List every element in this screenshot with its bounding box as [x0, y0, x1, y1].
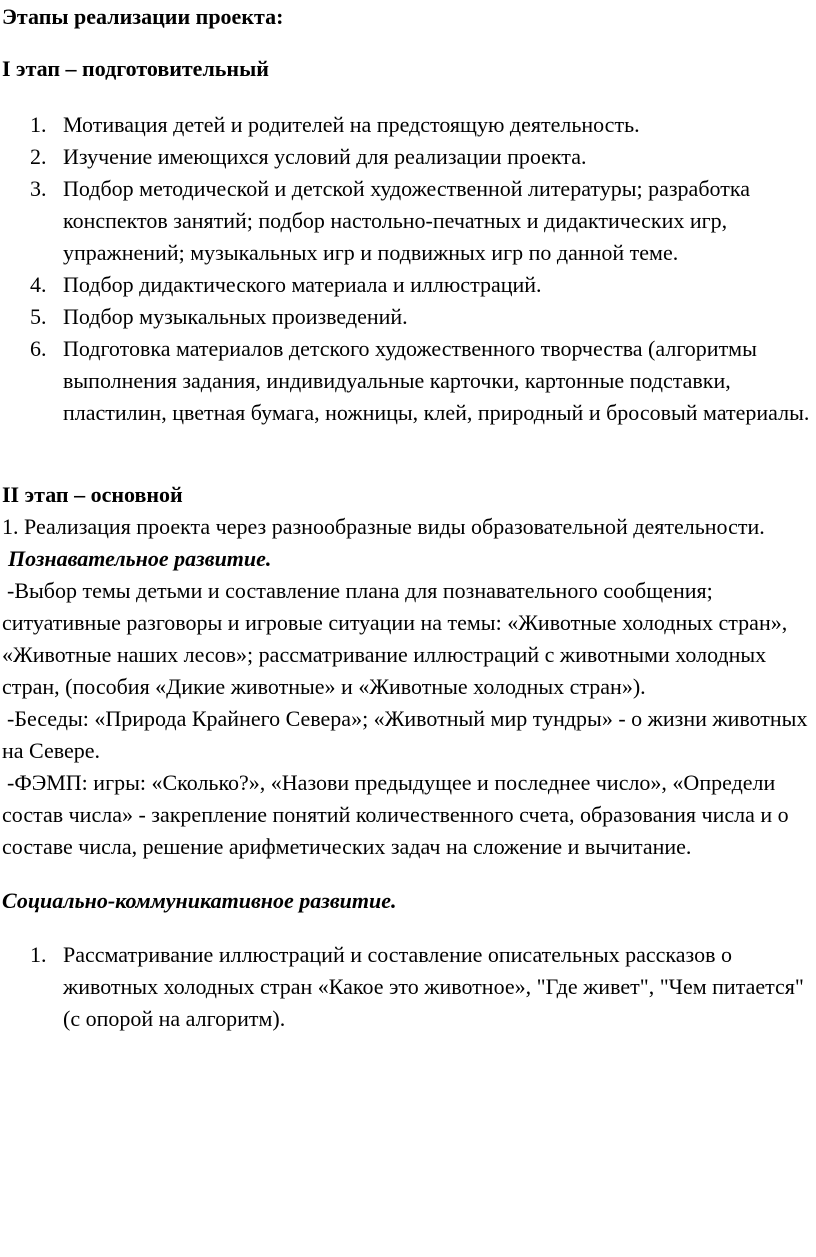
list-item-text: Рассматривание иллюстраций и составление описательных рассказов о животных холодных стран «Какое это животное», "Где живет", "Чем питается" (с опорой на алгоритм).: [63, 942, 804, 1031]
list-item-text: Мотивация детей и родителей на предстоящую деятельность.: [63, 112, 640, 137]
stage1-list: [2, 109, 816, 429]
paragraph-text: -Выбор темы детьми и составление плана для познавательного сообщения; ситуативные разговоры и игровые ситуации на темы: «Животные холодных стран», «Животные наших лесов»; рассматривание иллюстраций с животными холодных стран, (пособия «Дикие животные» и «Животные холодных стран»).: [2, 578, 788, 699]
list-item: [30, 269, 816, 301]
list-item: [30, 109, 816, 141]
list-item: [30, 173, 816, 269]
list-item-text: Подбор дидактического материала и иллюстраций.: [63, 272, 542, 297]
list-item: [30, 333, 816, 429]
list-number: 1.: [30, 112, 47, 137]
cognitive-paragraph: [2, 767, 816, 863]
list-item: [30, 141, 816, 173]
document-title: Этапы реализации проекта:: [2, 4, 284, 29]
list-number: 4.: [30, 272, 47, 297]
paragraph-text: -Беседы: «Природа Крайнего Севера»; «Животный мир тундры» - о жизни животных на Севере.: [2, 706, 808, 763]
list-item: [30, 301, 816, 333]
list-number: 1.: [30, 942, 47, 967]
list-item-text: Подбор методической и детской художественной литературы; разработка конспектов занятий; подбор настольно-печатных и дидактических игр, упражнений; музыкальных игр и подвижных игр по данной теме.: [63, 176, 750, 265]
list-item-text: Изучение имеющихся условий для реализации проекта.: [63, 144, 587, 169]
stage2-intro: 1. Реализация проекта через разнообразные виды образовательной деятельности.: [2, 514, 765, 539]
list-number: 5.: [30, 304, 47, 329]
stage2-heading: II этап – основной: [2, 482, 183, 507]
social-list: [2, 939, 816, 1035]
social-heading: Социально-коммуникативное развитие.: [2, 888, 397, 913]
stage1-heading: I этап – подготовительный: [2, 56, 269, 81]
list-number: 2.: [30, 144, 47, 169]
cognitive-paragraph: [2, 575, 816, 703]
list-number: 3.: [30, 176, 47, 201]
cognitive-heading: Познавательное развитие.: [8, 546, 272, 571]
list-item-text: Подготовка материалов детского художественного творчества (алгоритмы выполнения задания, индивидуальные карточки, картонные подставки, пластилин, цветная бумага, ножницы, клей, природный и бросовый материалы.: [63, 336, 810, 425]
document-page: [2, 0, 816, 1035]
list-number: 6.: [30, 336, 47, 361]
list-item: [30, 939, 816, 1035]
cognitive-paragraph: [2, 703, 816, 767]
list-item-text: Подбор музыкальных произведений.: [63, 304, 408, 329]
paragraph-text: -ФЭМП: игры: «Сколько?», «Назови предыдущее и последнее число», «Определи состав числа» - закрепление понятий количественного счета, образования числа и о составе числа, решение арифметических задач на сложение и вычитание.: [2, 770, 789, 859]
